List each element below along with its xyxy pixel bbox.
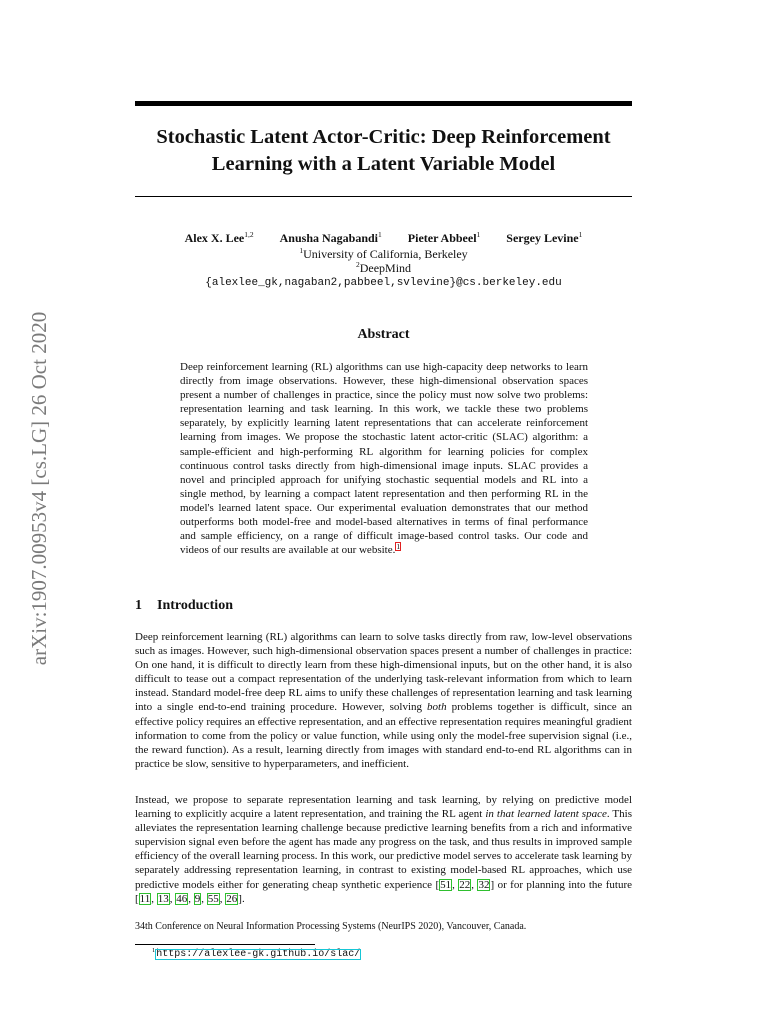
- citation-link[interactable]: 32: [478, 878, 490, 891]
- author-block: [135, 229, 632, 291]
- arxiv-stamp: [20, 276, 60, 700]
- project-website-link[interactable]: https://alexlee-gk.github.io/slac/: [156, 949, 361, 960]
- author: Alex X. Lee$^{1,2}$: [184, 230, 254, 245]
- citation-link[interactable]: 55: [207, 892, 219, 905]
- title-bottom-rule: [135, 196, 632, 197]
- citation-link[interactable]: 9: [194, 892, 201, 905]
- citation-link[interactable]: 26: [226, 892, 238, 905]
- section-title: Introduction: [157, 598, 233, 613]
- affiliation: $^1$University of California, Berkeley: [299, 246, 468, 261]
- footnote: [152, 948, 361, 960]
- citation-link[interactable]: 46: [176, 892, 188, 905]
- author: Pieter Abbeel$^1$: [407, 230, 481, 245]
- author: Sergey Levine$^1$: [506, 230, 583, 245]
- intro-paragraph: Instead, we propose to separate representation learning and task learning, by relying on predictive model learning to explicitly acquire a latent representation, and training the RL agent in that learned latent space. This alleviates the representation learning challenge because predictive learning benefits from a rich and informative supervision signal even before the agent has made any progress on the task, and thus results in improved sample efficiency of the overall learning process. In this work, our predictive model serves to accelerate task learning by separately addressing representation learning, in contrast to existing model-based RL approaches, which use predictive models either for generating cheap synthetic experience [51, 22, 32] or for planning into the future [11, 13, 46, 9, 55, 26].: [135, 794, 633, 905]
- title-top-rule: [135, 101, 632, 106]
- title-line-2: Learning with a Latent Variable Model: [211, 153, 556, 175]
- title-line-1: Stochastic Latent Actor-Critic: Deep Reinforcement: [156, 126, 611, 148]
- intro-paragraph: Deep reinforcement learning (RL) algorithms can learn to solve tasks directly from raw, low-level observations such as images. However, such high-dimensional observation spaces present a number of challenges in practice: On one hand, it is difficult to directly learn from these high-dimensional inputs, but on the other hand, it is also difficult to tease out a compact representation of the underlying task-relevant information from which to learn instead. Standard model-free deep RL aims to unify these challenges of representation learning and task learning into a single end-to-end training procedure. However, solving both problems together is difficult, since an effective policy requires an effective representation, and an effective representation requires meaningful gradient information to come from the policy or value function, while using only the model-free supervision signal (i.e., the reward function). As a result, learning directly from images with standard end-to-end RL algorithms can in practice be slow, sensitive to hyperparameters, and inefficient.: [135, 631, 632, 770]
- paper-title: [135, 124, 632, 178]
- author: Anusha Nagabandi$^1$: [279, 230, 382, 245]
- citation-link[interactable]: 22: [459, 878, 471, 891]
- conference-note: 34th Conference on Neural Information Processing Systems (NeurIPS 2020), Vancouver, Canada.: [135, 921, 527, 932]
- section-number: 1: [135, 598, 142, 613]
- author-list: [135, 229, 632, 247]
- arxiv-identifier[interactable]: arXiv:1907.00953v4 [cs.LG] 26 Oct 2020: [27, 311, 52, 665]
- footnote-rule: [135, 944, 315, 945]
- citation-link[interactable]: 11: [139, 892, 151, 905]
- abstract-heading: Abstract: [357, 327, 410, 342]
- footnote-ref-link[interactable]: 1: [396, 542, 401, 552]
- abstract-text: Deep reinforcement learning (RL) algorithms can use high-capacity deep networks to learn directly from image observations. However, these high-dimensional observation spaces present a number of challenges in practice, since the policy must now solve two problems: representation learning and task learning. In this work, we tackle these two problems separately, by explicitly learning latent representations that can accelerate reinforcement learning from images. We propose the stochastic latent actor-critic (SLAC) algorithm: a sample-efficient and high-performing RL algorithm for learning policies for complex continuous control tasks directly from high-dimensional image inputs. SLAC provides a novel and principled approach for unifying stochastic sequential models and RL into a single method, by learning a compact latent representation and then performing RL in the model's learned latent space. Our experimental evaluation demonstrates that our method outperforms both model-free and model-based alternatives in terms of final performance and sample efficiency, on a range of difficult image-based control tasks. Our code and videos of our results are available at our website.$^1$: [180, 361, 588, 557]
- footnote-mark: 1: [152, 947, 156, 954]
- citation-link[interactable]: 51: [440, 878, 452, 891]
- section-heading-introduction: [135, 598, 233, 614]
- affiliation: $^2$DeepMind: [355, 260, 412, 275]
- author-emails: {alexlee_gk,nagaban2,pabbeel,svlevine}@cs.berkeley.edu: [205, 277, 562, 289]
- citation-link[interactable]: 13: [157, 892, 169, 905]
